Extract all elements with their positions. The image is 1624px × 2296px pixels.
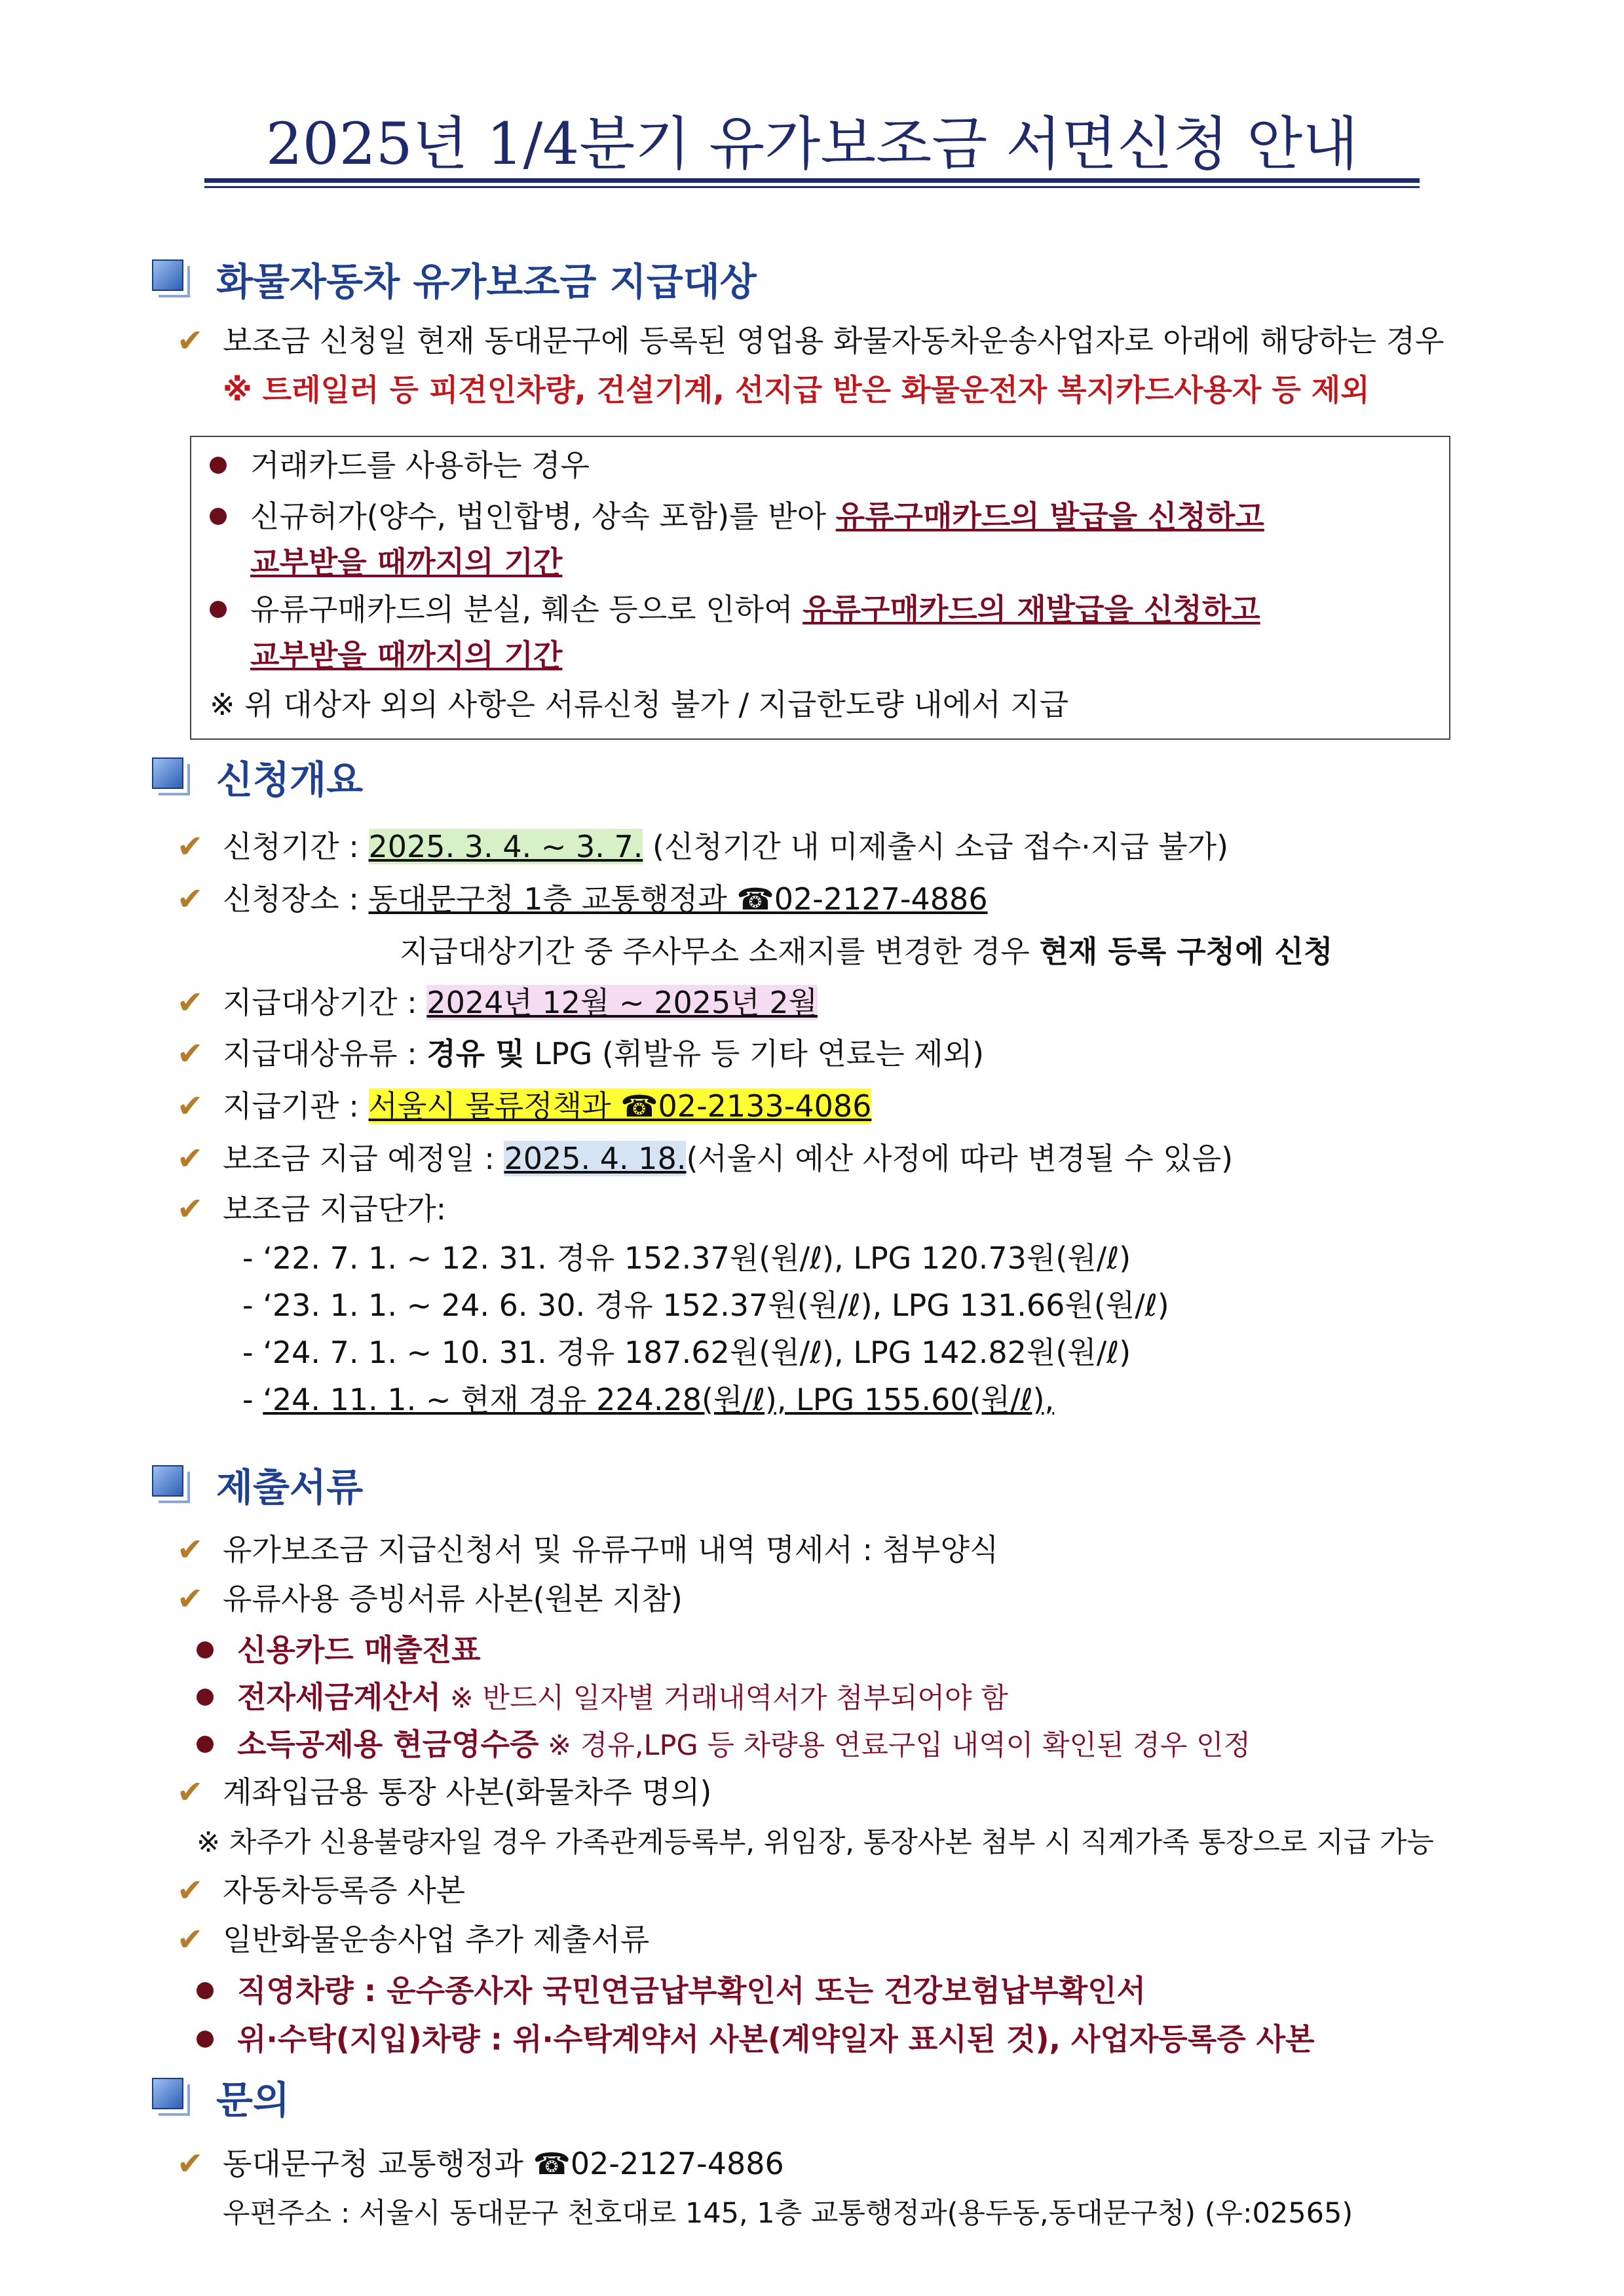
doc-item: ✔ 유가보조금 지급신청서 및 유류구매 내역 명세서 : 첨부양식	[177, 1531, 999, 1568]
section-square-icon	[152, 259, 190, 297]
check-icon: ✔	[177, 1191, 204, 1227]
inquiry-address: 우편주소 : 서울시 동대문구 천호대로 145, 1층 교통행정과(용두동,동대문구청) (우:02565)	[223, 2197, 1353, 2230]
doc-subitem: 전자세금계산서 ※ 반드시 일자별 거래내역서가 첨부되어야 함	[197, 1677, 1008, 1718]
check-icon: ✔	[177, 1531, 204, 1568]
bullet-dot-icon	[197, 1641, 214, 1658]
section-title: 신청개요	[216, 757, 364, 802]
inquiry-contact: ✔ 동대문구청 교통행정과 ☎02-2127-4886	[177, 2145, 784, 2182]
section-target	[152, 256, 757, 304]
check-icon: ✔	[177, 881, 204, 917]
box-item-cont: 교부받을 때까지의 기간	[250, 545, 563, 580]
doc-subitem: 위·수탁(지입)차량 : 위·수탁계약서 사본(계약일자 표시된 것), 사업자등록증 사본	[197, 2019, 1315, 2059]
doc-item: ✔ 계좌입금용 통장 사본(화물차주 명의)	[177, 1774, 712, 1810]
overview-rate-label: ✔ 보조금 지급단가:	[177, 1191, 447, 1227]
section-inquiry	[152, 2074, 290, 2120]
doc-subitem: 소득공제용 현금영수증 ※ 경유,LPG 등 차량용 연료구입 내역이 확인된 경우 인정	[197, 1725, 1251, 1765]
box-item: 신규허가(양수, 법인합병, 상속 포함)를 받아 유류구매카드의 발급을 신청하고	[210, 497, 1264, 536]
check-icon: ✔	[177, 1580, 204, 1617]
bullet-dot-icon	[210, 601, 227, 618]
rate-row: - ‘24. 11. 1. ~ 현재 경유 224.28(원/ℓ), LPG 155.60(원/ℓ),	[242, 1382, 1055, 1417]
target-exclusion-note: ※ 트레일러 등 피견인차량, 건설기계, 선지급 받은 화물운전자 복지카드사용자 등 제외	[223, 372, 1370, 408]
bullet-dot-icon	[210, 508, 227, 525]
overview-place-note: 지급대상기간 중 주사무소 소재지를 변경한 경우 현재 등록 구청에 신청	[400, 934, 1333, 969]
bullet-dot-icon	[197, 1689, 214, 1706]
rate-row: - ‘24. 7. 1. ~ 10. 31. 경유 187.62원(원/ℓ), LPG 142.82원(원/ℓ)	[242, 1335, 1131, 1370]
bullet-dot-icon	[197, 1736, 214, 1753]
check-icon: ✔	[177, 1921, 204, 1958]
check-icon: ✔	[177, 1088, 204, 1124]
doc-subitem: 직영차량 : 운수종사자 국민연금납부확인서 또는 건강보험납부확인서	[197, 1971, 1146, 2010]
check-icon: ✔	[177, 984, 204, 1021]
section-square-icon	[152, 757, 190, 795]
bullet-dot-icon	[197, 1982, 214, 1999]
overview-term: ✔ 지급대상기간 : 2024년 12월 ~ 2025년 2월	[177, 984, 818, 1021]
box-item-cont: 교부받을 때까지의 기간	[250, 638, 563, 673]
section-documents	[152, 1461, 364, 1510]
overview-paydate: ✔ 보조금 지급 예정일 : 2025. 4. 18.(서울시 예산 사정에 따라 변경될 수 있음)	[177, 1140, 1234, 1177]
overview-place: ✔ 신청장소 : 동대문구청 1층 교통행정과 ☎02-2127-4886	[177, 881, 988, 917]
section-overview	[152, 754, 364, 802]
title-rule-thick	[204, 178, 1420, 183]
check-icon: ✔	[177, 1140, 204, 1177]
box-note: ※ 위 대상자 외의 사항은 서류신청 불가 / 지급한도량 내에서 지급	[210, 687, 1069, 722]
check-icon: ✔	[177, 322, 204, 359]
section-square-icon	[152, 2078, 190, 2116]
doc-note: ※ 차주가 신용불량자일 경우 가족관계등록부, 위임장, 통장사본 첨부 시 직계가족 통장으로 지급 가능	[197, 1826, 1434, 1859]
check-icon: ✔	[177, 1872, 204, 1909]
rate-row: - ‘22. 7. 1. ~ 12. 31. 경유 152.37원(원/ℓ), LPG 120.73원(원/ℓ)	[242, 1240, 1131, 1276]
title-rule-thin	[204, 186, 1420, 188]
doc-item: ✔ 자동차등록증 사본	[177, 1872, 466, 1909]
section-title: 화물자동차 유가보조금 지급대상	[216, 259, 757, 304]
check-icon: ✔	[177, 2145, 204, 2182]
doc-subitem: 신용카드 매출전표	[197, 1630, 481, 1670]
page-title: 2025년 1/4분기 유가보조금 서면신청 안내	[265, 110, 1359, 178]
section-square-icon	[152, 1465, 190, 1503]
doc-item: ✔ 유류사용 증빙서류 사본(원본 지참)	[177, 1580, 683, 1617]
doc-item: ✔ 일반화물운송사업 추가 제출서류	[177, 1921, 650, 1958]
overview-agency: ✔ 지급기관 : 서울시 물류정책과 ☎02-2133-4086	[177, 1088, 872, 1124]
rate-row: - ‘23. 1. 1. ~ 24. 6. 30. 경유 152.37원(원/ℓ), LPG 131.66원(원/ℓ)	[242, 1288, 1169, 1323]
box-item: 유류구매카드의 분실, 훼손 등으로 인하여 유류구매카드의 재발급을 신청하고	[210, 590, 1260, 629]
section-title: 제출서류	[216, 1465, 364, 1510]
box-item: 거래카드를 사용하는 경우	[210, 446, 590, 485]
check-icon: ✔	[177, 1774, 204, 1810]
overview-period: ✔ 신청기간 : 2025. 3. 4. ~ 3. 7. (신청기간 내 미제출시 소급 접수·지급 불가)	[177, 828, 1229, 865]
bullet-dot-icon	[197, 2031, 214, 2048]
overview-fuel: ✔ 지급대상유류 : 경유 및 LPG (휘발유 등 기타 연료는 제외)	[177, 1035, 985, 1072]
target-line: ✔ 보조금 신청일 현재 동대문구에 등록된 영업용 화물자동차운송사업자로 아래에 해당하는 경우	[177, 322, 1445, 359]
bullet-dot-icon	[210, 457, 227, 474]
check-icon: ✔	[177, 828, 204, 865]
section-title: 문의	[216, 2078, 290, 2122]
check-icon: ✔	[177, 1035, 204, 1072]
